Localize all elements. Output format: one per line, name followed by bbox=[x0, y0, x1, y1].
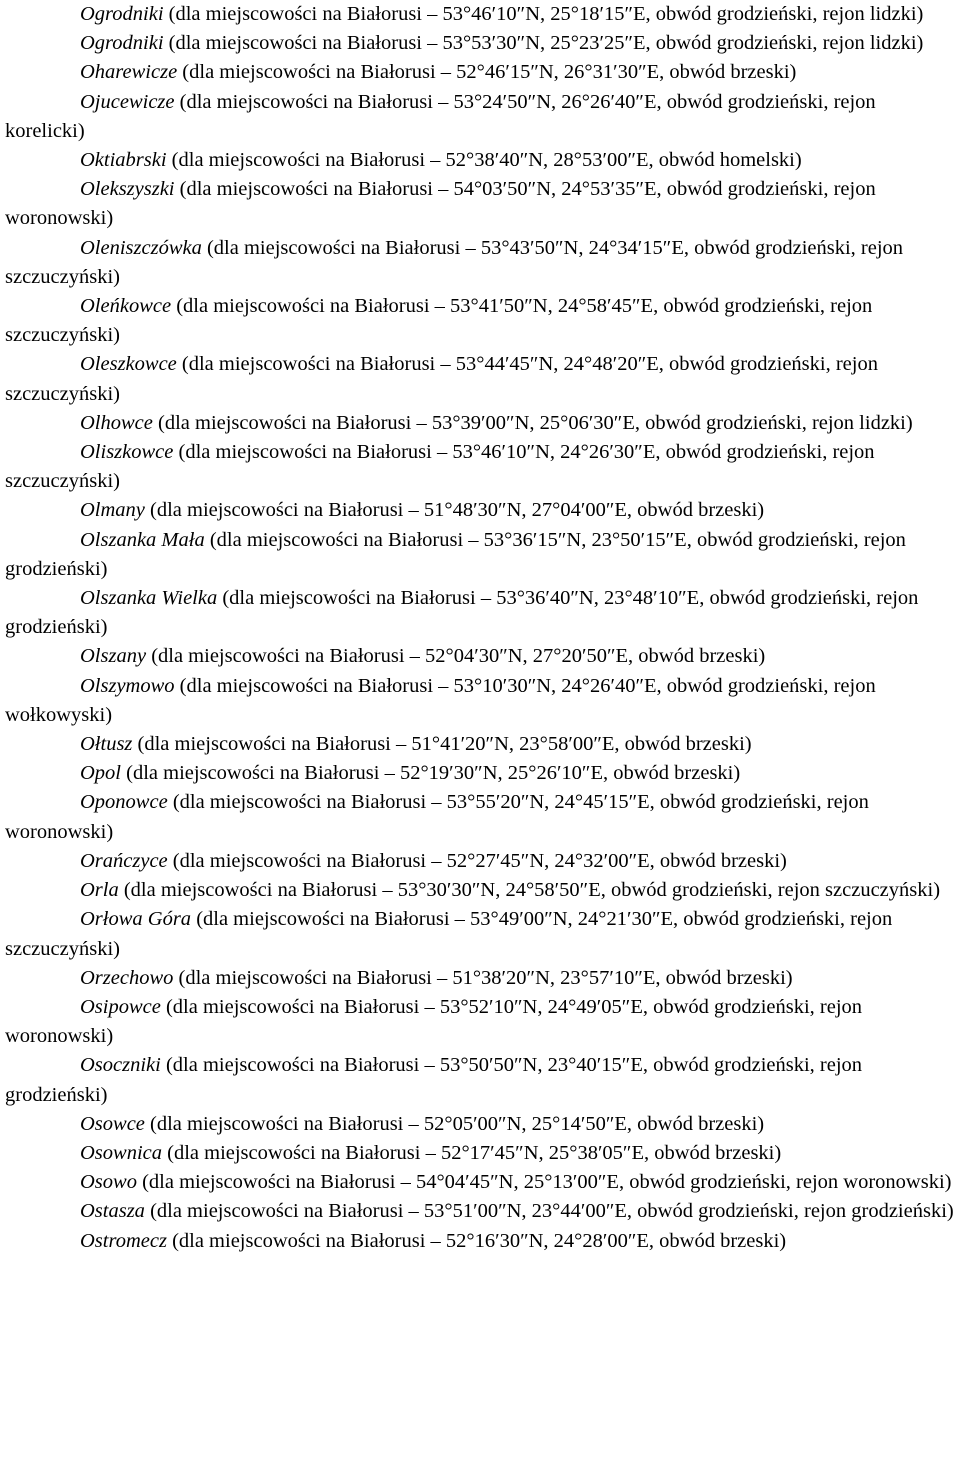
entry-name: Oliszkowce bbox=[80, 441, 174, 464]
entry-name: Olszanka Wielka bbox=[80, 587, 218, 610]
list-item bbox=[5, 409, 960, 438]
entry-description: (dla miejscowości na Białorusi – 52°16′30″N, 24°28′00″E, obwód brzeski) bbox=[166, 1229, 787, 1252]
list-item bbox=[5, 234, 960, 292]
entry-description: (dla miejscowości na Białorusi – 52°38′40″N, 28°53′00″E, obwód homelski) bbox=[166, 149, 802, 172]
entry-name: Osowce bbox=[80, 1112, 145, 1135]
list-item bbox=[5, 29, 960, 58]
list-item bbox=[5, 730, 960, 759]
entry-name: Olszanka Mała bbox=[80, 528, 205, 551]
entry-name: Osowo bbox=[80, 1171, 137, 1194]
list-item bbox=[5, 350, 960, 408]
list-item bbox=[5, 1168, 960, 1197]
entry-description: (dla miejscowości na Białorusi – 52°05′00″N, 25°14′50″E, obwód brzeski) bbox=[144, 1112, 765, 1135]
entry-name: Olmany bbox=[80, 499, 145, 522]
entry-name: Olhowce bbox=[80, 411, 153, 434]
entry-description: (dla miejscowości na Białorusi – 53°24′50″N, 26°26′40″E, obwód grodzieński, rejon korelicki) bbox=[5, 90, 876, 142]
entry-description: (dla miejscowości na Białorusi – 53°49′00″N, 24°21′30″E, obwód grodzieński, rejon szczuczyński) bbox=[5, 908, 893, 960]
list-item bbox=[5, 993, 960, 1051]
entry-description: (dla miejscowości na Białorusi – 53°10′30″N, 24°26′40″E, obwód grodzieński, rejon wołkowyski) bbox=[5, 674, 876, 726]
entry-name: Olszymowo bbox=[80, 674, 175, 697]
entry-description: (dla miejscowości na Białorusi – 52°04′30″N, 27°20′50″E, obwód brzeski) bbox=[146, 645, 766, 668]
entry-name: Oktiabrski bbox=[80, 149, 167, 172]
entry-description: (dla miejscowości na Białorusi – 53°53′30″N, 25°23′25″E, obwód grodzieński, rejon lidzki) bbox=[163, 32, 924, 55]
entry-description: (dla miejscowości na Białorusi – 53°36′40″N, 23°48′10″E, obwód grodzieński, rejon grodzieński) bbox=[5, 587, 919, 639]
entry-description: (dla miejscowości na Białorusi – 54°04′45″N, 25°13′00″E, obwód grodzieński, rejon woronowski) bbox=[136, 1171, 952, 1194]
list-item bbox=[5, 175, 960, 233]
entry-description: (dla miejscowości na Białorusi – 53°50′50″N, 23°40′15″E, obwód grodzieński, rejon grodzieński) bbox=[5, 1054, 863, 1106]
entry-name: Ogrodniki bbox=[80, 32, 164, 55]
entry-description: (dla miejscowości na Białorusi – 53°55′20″N, 24°45′15″E, obwód grodzieński, rejon woronowski) bbox=[5, 791, 869, 843]
list-item bbox=[5, 526, 960, 584]
list-item bbox=[5, 146, 960, 175]
entry-description: (dla miejscowości na Białorusi – 52°19′30″N, 25°26′10″E, obwód brzeski) bbox=[121, 762, 741, 785]
list-item bbox=[5, 0, 960, 29]
list-item bbox=[5, 759, 960, 788]
list-item bbox=[5, 292, 960, 350]
list-item bbox=[5, 876, 960, 905]
entry-description: (dla miejscowości na Białorusi – 53°46′10″N, 25°18′15″E, obwód grodzieński, rejon lidzki) bbox=[163, 3, 924, 25]
entry-name: Ostromecz bbox=[80, 1229, 167, 1252]
entry-name: Osownica bbox=[80, 1141, 162, 1164]
entry-description: (dla miejscowości na Białorusi – 51°38′20″N, 23°57′10″E, obwód brzeski) bbox=[173, 966, 793, 989]
entry-name: Oleszkowce bbox=[80, 353, 177, 376]
entry-name: Orzechowo bbox=[80, 966, 174, 989]
list-item bbox=[5, 642, 960, 671]
entry-description: (dla miejscowości na Białorusi – 53°44′45″N, 24°48′20″E, obwód grodzieński, rejon szczuczyński) bbox=[5, 353, 878, 405]
entry-description: (dla miejscowości na Białorusi – 53°51′00″N, 23°44′00″E, obwód grodzieński, rejon grodzieński) bbox=[144, 1200, 954, 1223]
list-item bbox=[5, 847, 960, 876]
entry-name: Ostasza bbox=[80, 1200, 145, 1223]
entry-name: Olekszyszki bbox=[80, 178, 175, 201]
list-item bbox=[5, 1110, 960, 1139]
entry-name: Osipowce bbox=[80, 995, 161, 1018]
entry-name: Oharewicze bbox=[80, 61, 178, 84]
entry-name: Orłowa Góra bbox=[80, 908, 192, 931]
entry-description: (dla miejscowości na Białorusi – 52°46′15″N, 26°31′30″E, obwód brzeski) bbox=[177, 61, 797, 84]
list-item bbox=[5, 1051, 960, 1109]
entry-description: (dla miejscowości na Białorusi – 53°41′50″N, 24°58′45″E, obwód grodzieński, rejon szczuczyński) bbox=[5, 295, 873, 347]
list-item bbox=[5, 905, 960, 963]
entry-description: (dla miejscowości na Białorusi – 53°36′15″N, 23°50′15″E, obwód grodzieński, rejon grodzieński) bbox=[5, 528, 906, 580]
entry-name: Orla bbox=[80, 879, 119, 902]
entry-name: Ojucewicze bbox=[80, 90, 175, 113]
entry-description: (dla miejscowości na Białorusi – 53°43′50″N, 24°34′15″E, obwód grodzieński, rejon szczuczyński) bbox=[5, 236, 904, 288]
list-item bbox=[5, 672, 960, 730]
entry-description: (dla miejscowości na Białorusi – 52°17′45″N, 25°38′05″E, obwód brzeski) bbox=[162, 1141, 782, 1164]
list-item bbox=[5, 788, 960, 846]
entry-description: (dla miejscowości na Białorusi – 53°30′30″N, 24°58′50″E, obwód grodzieński, rejon szczuczyński) bbox=[118, 879, 941, 902]
entry-description: (dla miejscowości na Białorusi – 53°39′00″N, 25°06′30″E, obwód grodzieński, rejon lidzki) bbox=[152, 411, 913, 434]
list-item bbox=[5, 1139, 960, 1168]
list-item bbox=[5, 58, 960, 87]
list-item bbox=[5, 496, 960, 525]
entry-name: Ogrodniki bbox=[80, 3, 164, 25]
list-item bbox=[5, 1227, 960, 1256]
list-item bbox=[5, 1197, 960, 1226]
entry-description: (dla miejscowości na Białorusi – 51°48′30″N, 27°04′00″E, obwód brzeski) bbox=[144, 499, 765, 522]
list-item bbox=[5, 88, 960, 146]
list-item bbox=[5, 584, 960, 642]
entry-name: Ołtusz bbox=[80, 733, 133, 756]
entry-description: (dla miejscowości na Białorusi – 51°41′20″N, 23°58′00″E, obwód brzeski) bbox=[132, 733, 752, 756]
entry-name: Oponowce bbox=[80, 791, 168, 814]
entry-description: (dla miejscowości na Białorusi – 52°27′45″N, 24°32′00″E, obwód brzeski) bbox=[167, 849, 787, 872]
entry-description: (dla miejscowości na Białorusi – 54°03′50″N, 24°53′35″E, obwód grodzieński, rejon woronowski) bbox=[5, 178, 876, 230]
entry-name: Oleniszczówka bbox=[80, 236, 202, 259]
list-item bbox=[5, 964, 960, 993]
entry-list bbox=[5, 0, 960, 1256]
entry-name: Opol bbox=[80, 762, 121, 785]
entry-name: Orańczyce bbox=[80, 849, 168, 872]
list-item bbox=[5, 438, 960, 496]
entry-name: Osoczniki bbox=[80, 1054, 161, 1077]
entry-name: Olszany bbox=[80, 645, 147, 668]
entry-description: (dla miejscowości na Białorusi – 53°46′10″N, 24°26′30″E, obwód grodzieński, rejon szczuczyński) bbox=[5, 441, 875, 493]
entry-description: (dla miejscowości na Białorusi – 53°52′10″N, 24°49′05″E, obwód grodzieński, rejon woronowski) bbox=[5, 995, 863, 1048]
entry-name: Oleńkowce bbox=[80, 295, 172, 318]
